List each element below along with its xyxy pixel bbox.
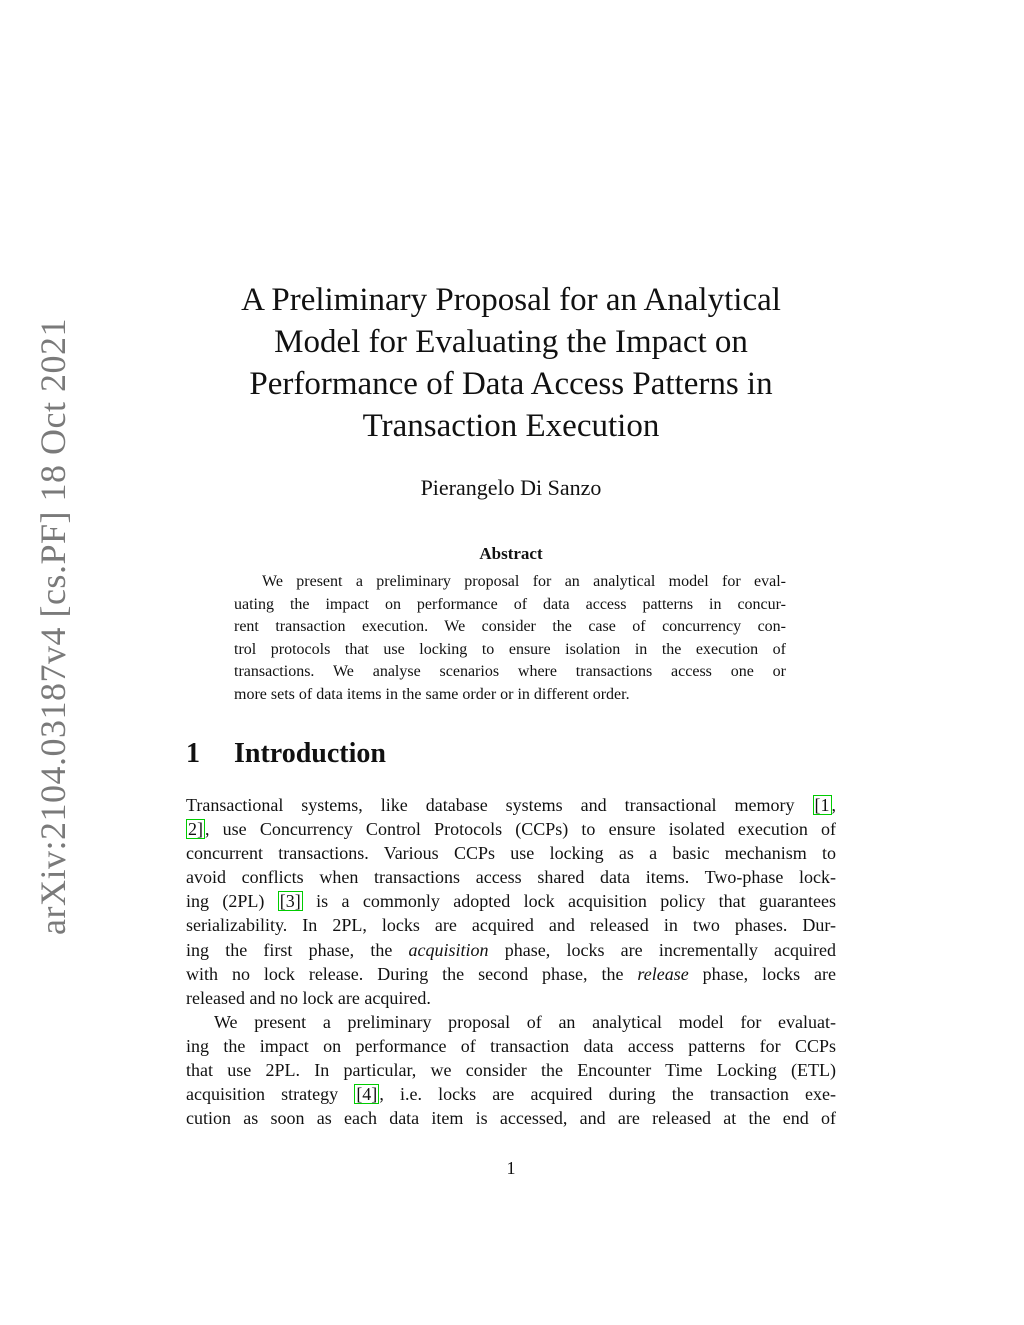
citation-link-1[interactable]: [1	[814, 795, 830, 815]
arxiv-identifier[interactable]: arXiv:2104.03187v4 [cs.PF] 18 Oct 2021	[33, 318, 73, 935]
text-run: acquisition strategy	[186, 1084, 355, 1105]
page-number: 1	[506, 1158, 516, 1178]
body-line: ing the impact on performance of transaction data access patterns for CCPs	[186, 1035, 836, 1056]
body-line	[186, 962, 836, 986]
text-run: ,	[831, 795, 836, 815]
body-line	[186, 817, 836, 841]
abstract-body	[234, 571, 786, 706]
citation-link-2[interactable]: 2]	[188, 819, 203, 840]
author-name: Pierangelo Di Sanzo	[420, 475, 602, 500]
citation-link-3[interactable]: [3]	[279, 891, 301, 912]
title-line: Transaction Execution	[362, 408, 660, 444]
abstract-line: trol protocols that use locking to ensure isolation in the execution of	[234, 640, 786, 658]
section-number: 1	[186, 738, 200, 769]
body-line: We present a preliminary proposal of an analytical model for evaluat-	[214, 1011, 836, 1032]
abstract-line: transactions. We analyse scenarios where transactions access one or	[234, 663, 786, 680]
title-line: Model for Evaluating the Impact on	[274, 324, 748, 360]
introduction-body	[186, 793, 836, 1130]
body-line	[186, 1082, 836, 1106]
section-heading	[186, 738, 386, 770]
abstract-line: more sets of data items in the same order or in different order.	[234, 685, 630, 703]
body-line	[186, 938, 836, 962]
body-line: released and no lock are acquired.	[186, 987, 431, 1008]
title-line: A Preliminary Proposal for an Analytical	[241, 282, 781, 318]
body-line: that use 2PL. In particular, we consider the Encounter Time Locking (ETL)	[186, 1060, 836, 1081]
text-run: ing the first phase, the	[186, 939, 409, 960]
citation-link-4[interactable]: [4]	[356, 1084, 378, 1105]
abstract-line: uating the impact on performance of data access patterns in concur-	[234, 595, 786, 613]
body-line	[186, 793, 836, 817]
section-title: Introduction	[234, 738, 386, 769]
abstract-heading: Abstract	[479, 544, 543, 563]
body-line: avoid conflicts when transactions access shared data items. Two-phase lock-	[186, 867, 836, 888]
body-line: cution as soon as each data item is accessed, and are released at the end of	[186, 1108, 836, 1129]
abstract-line: rent transaction execution. We consider the case of concurrency con-	[234, 618, 786, 635]
text-run: phase, locks are	[688, 963, 837, 984]
body-line: concurrent transactions. Various CCPs use locking as a basic mechanism to	[186, 843, 836, 864]
text-run: phase, locks are incrementally acquired	[488, 939, 836, 960]
text-run: with no lock release. During the second phase, the	[186, 963, 638, 984]
emphasis-acquisition: acquisition	[408, 939, 489, 960]
text-run: is a commonly adopted lock acquisition policy that guarantees	[302, 891, 836, 912]
body-line: serializability. In 2PL, locks are acquired and released in two phases. Dur-	[186, 915, 836, 936]
emphasis-release: release	[637, 963, 689, 984]
text-run: , use Concurrency Control Protocols (CCPs) to ensure isolated execution of	[205, 819, 836, 840]
abstract-line: We present a preliminary proposal for an analytical model for eval-	[262, 573, 786, 590]
paper-title	[186, 279, 836, 447]
text-run: Transactional systems, like database systems and transactional memory	[186, 795, 813, 815]
body-line	[186, 889, 836, 913]
text-run: ing (2PL)	[186, 891, 278, 912]
title-line: Performance of Data Access Patterns in	[249, 366, 773, 402]
text-run: , i.e. locks are acquired during the transaction exe-	[379, 1084, 836, 1105]
